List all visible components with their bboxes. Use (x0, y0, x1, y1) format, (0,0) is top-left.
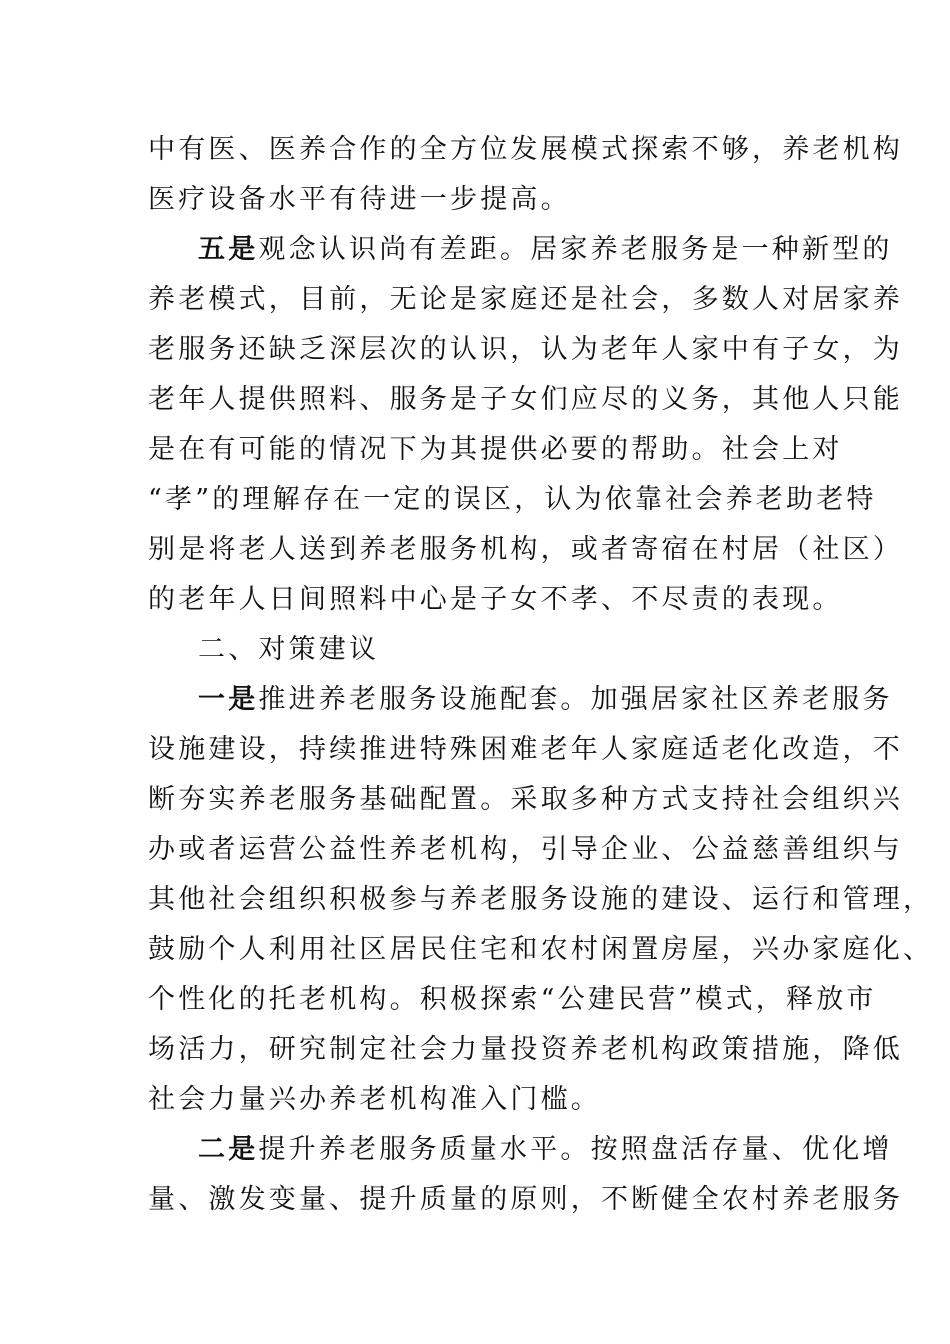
paragraph-lead: 二是 (198, 1134, 259, 1165)
body-line: 量、激发变量、提升质量的原则，不断健全农村养老服务 (148, 1184, 903, 1215)
body-line: 老年人提供照料、服务是子女们应尽的义务，其他人只能 (148, 384, 903, 415)
body-line: 办或者运营公益性养老机构，引导企业、公益慈善组织与 (148, 834, 903, 865)
paragraph-text: 推进养老服务设施配套。加强居家社区养老服务 (258, 684, 893, 715)
body-line: 其他社会组织积极参与养老服务设施的建设、运行和管理， (148, 884, 934, 915)
paragraph-two-first-line (198, 1134, 893, 1166)
section-heading: 二、对策建议 (198, 634, 380, 665)
body-line: 的老年人日间照料中心是子女不孝、不尽责的表现。 (148, 584, 843, 615)
paragraph-text: 观念认识尚有差距。居家养老服务是一种新型的 (258, 234, 893, 265)
paragraph-five-first-line (198, 234, 893, 266)
body-line: 中有医、医养合作的全方位发展模式探索不够，养老机构 (148, 134, 903, 165)
body-line: 断夯实养老服务基础配置。采取多种方式支持社会组织兴 (148, 784, 903, 815)
body-line: 老服务还缺乏深层次的认识，认为老年人家中有子女，为 (148, 334, 903, 365)
paragraph-one-first-line (198, 684, 893, 716)
paragraph-lead: 一是 (198, 684, 259, 715)
body-line: “孝”的理解存在一定的误区，认为依靠社会养老助老特 (148, 484, 877, 515)
body-line: 社会力量兴办养老机构准入门槛。 (148, 1084, 601, 1115)
body-line: 个性化的托老机构。积极探索“公建民营”模式，释放市 (148, 984, 877, 1015)
body-line: 别是将老人送到养老服务机构，或者寄宿在村居（社区） (148, 534, 903, 565)
body-line: 是在有可能的情况下为其提供必要的帮助。社会上对 (148, 434, 843, 465)
body-line: 养老模式，目前，无论是家庭还是社会，多数人对居家养 (148, 284, 903, 315)
body-line: 鼓励个人利用社区居民住宅和农村闲置房屋，兴办家庭化、 (148, 934, 934, 965)
paragraph-text: 提升养老服务质量水平。按照盘活存量、优化增 (258, 1134, 893, 1165)
body-line: 场活力，研究制定社会力量投资养老机构政策措施，降低 (148, 1034, 903, 1065)
paragraph-lead: 五是 (198, 234, 259, 265)
body-line: 医疗设备水平有待进一步提高。 (148, 184, 571, 215)
body-line: 设施建设，持续推进特殊困难老年人家庭适老化改造，不 (148, 734, 903, 765)
